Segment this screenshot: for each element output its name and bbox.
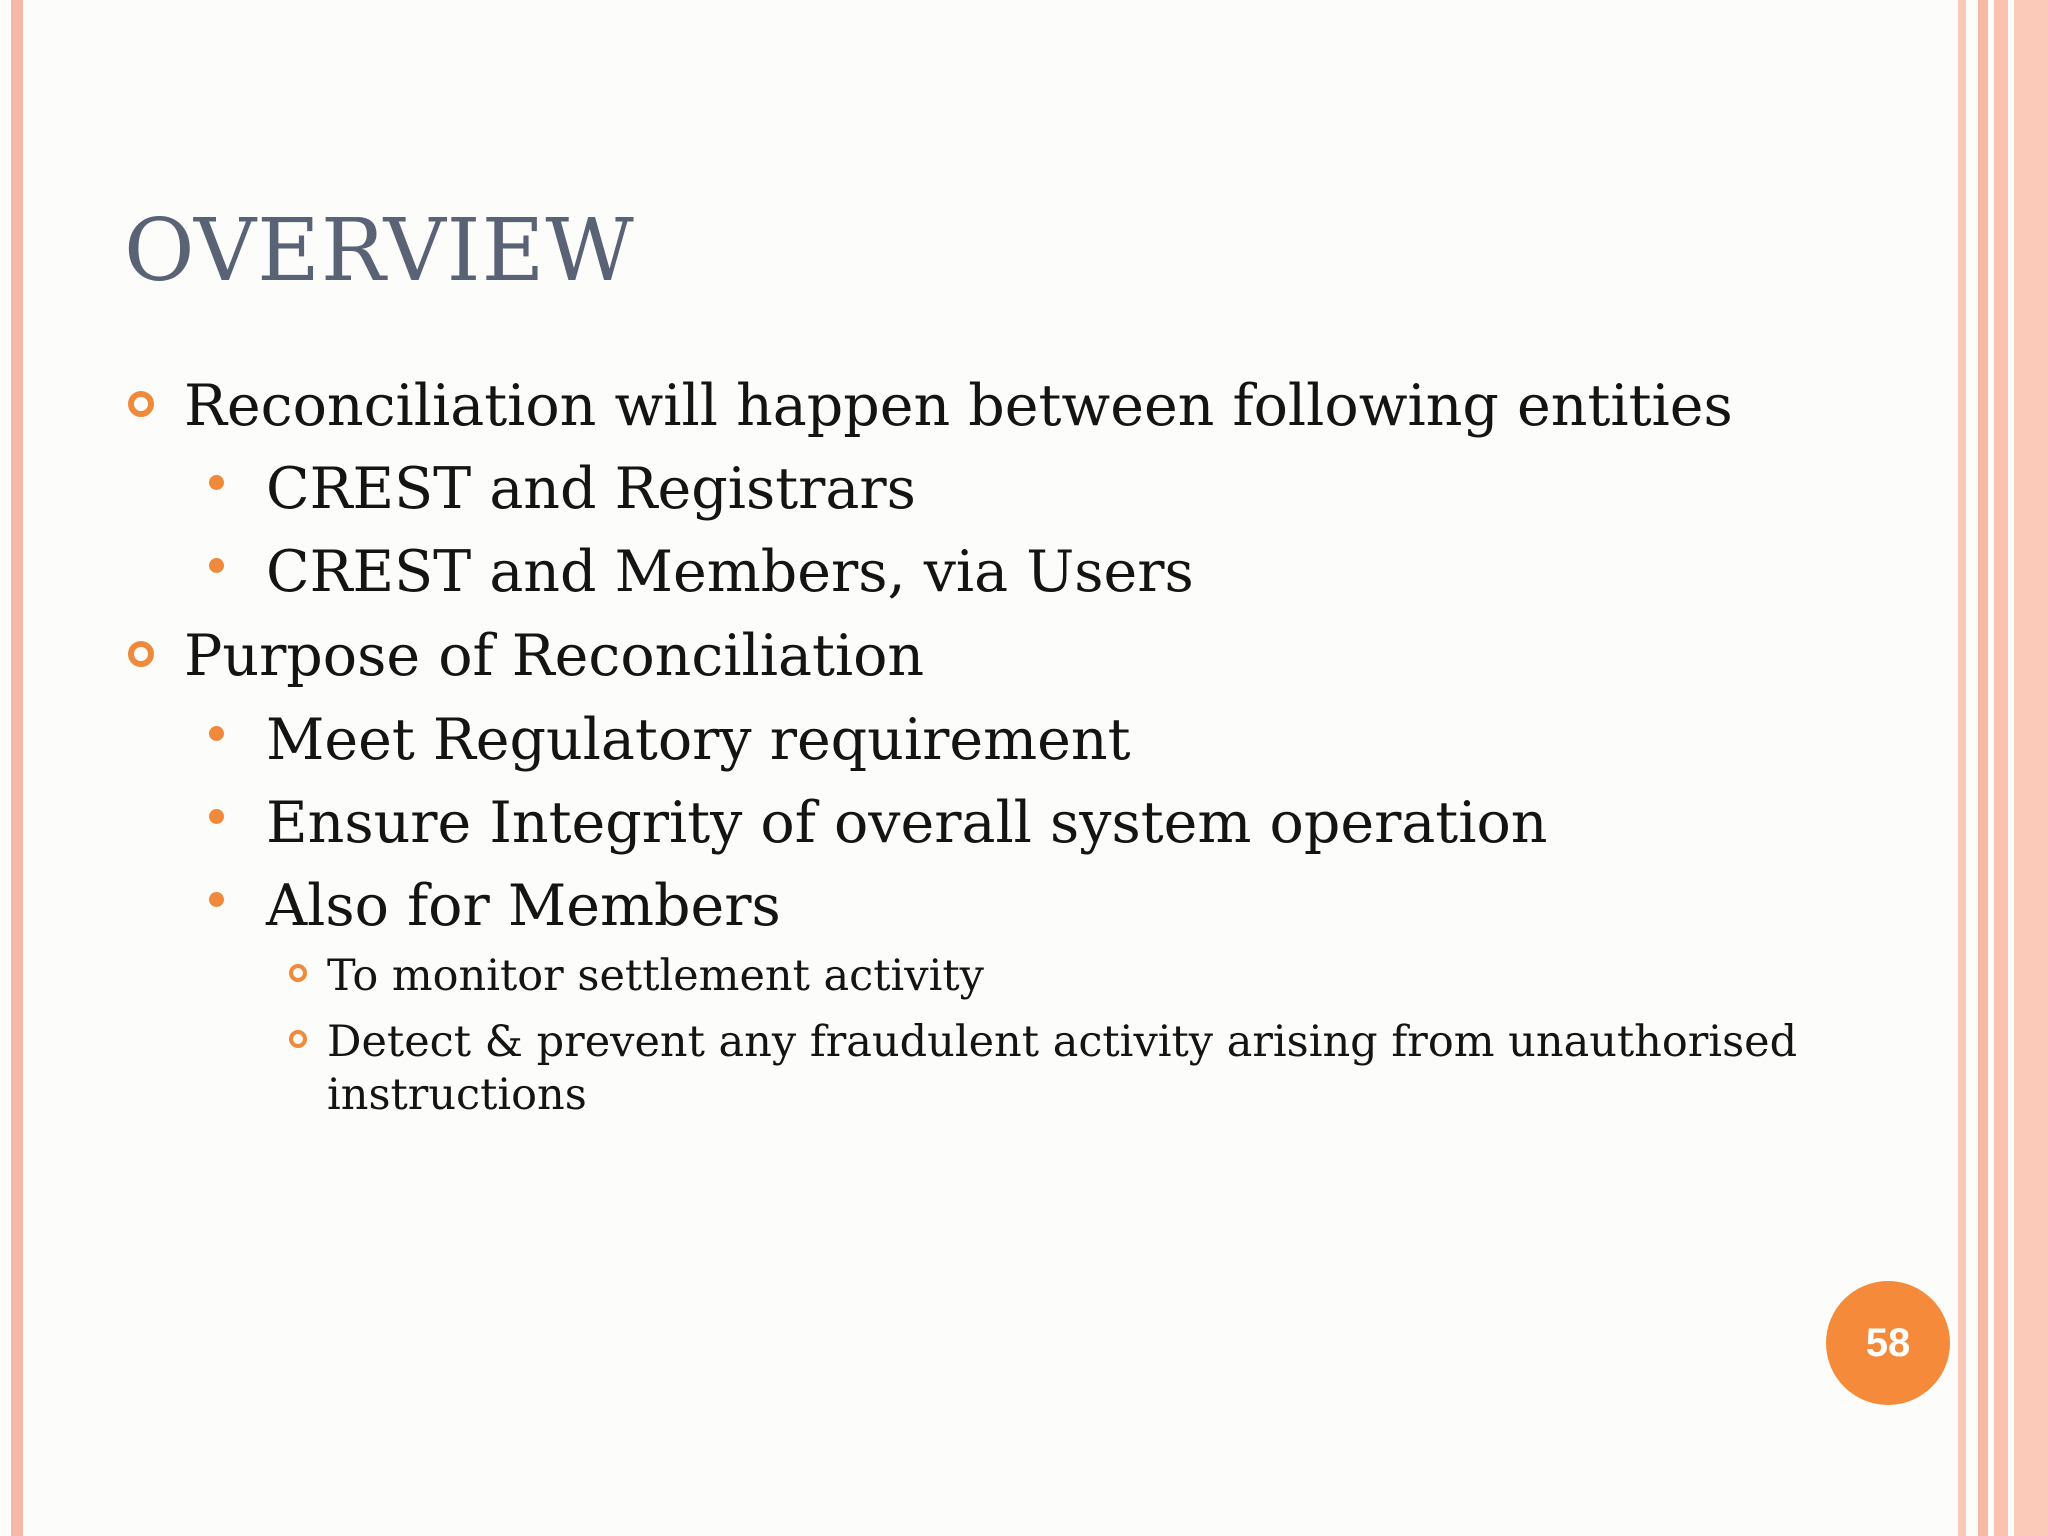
dot-bullet-icon [209,558,224,573]
list-item: CREST and Members, via Users [266,539,1194,605]
list-item: Meet Regulatory requirement [266,707,1131,773]
list-item: Purpose of Reconciliation [184,623,925,689]
page-number-badge [1826,1281,1950,1405]
ring-bullet-icon [128,641,154,667]
list-item: Detect & prevent any fraudulent activity arising from unauthorised [327,1017,1798,1067]
dot-bullet-icon [209,892,224,907]
list-item: Also for Members [266,873,781,939]
list-item: To monitor settlement activity [327,951,984,1001]
right-border-stripe [1994,0,2008,1536]
dot-bullet-icon [209,475,224,490]
list-item: CREST and Registrars [266,456,916,522]
ring-bullet-icon [289,964,307,982]
right-border-stripe [1978,0,1988,1536]
slide-title: OVERVIEW [124,201,635,301]
page-number: 58 [1865,1320,1911,1365]
dot-bullet-icon [209,809,224,824]
list-item: Ensure Integrity of overall system operation [266,790,1548,856]
ring-bullet-icon [128,391,154,417]
list-item-continuation: instructions [327,1070,587,1120]
list-item: Reconciliation will happen between following entities [184,373,1733,439]
dot-bullet-icon [209,726,224,741]
ring-bullet-icon [289,1030,307,1048]
right-border-stripe [2014,0,2048,1536]
right-border-stripe [1958,0,1966,1536]
